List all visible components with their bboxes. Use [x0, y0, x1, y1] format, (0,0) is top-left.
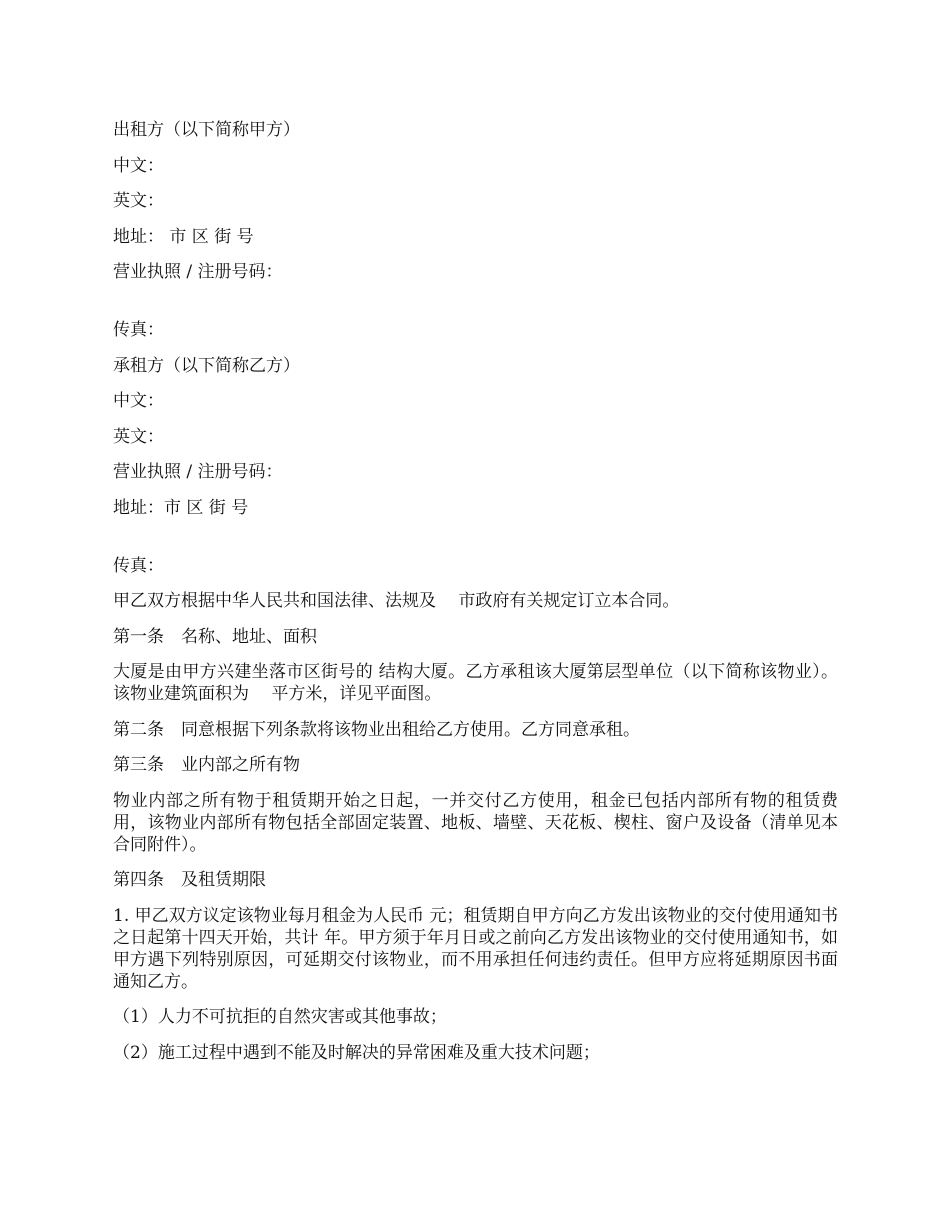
article-1-title: 第一条 名称、地址、面积 — [113, 626, 317, 647]
lessor-license: 营业执照 / 注册号码： — [113, 262, 283, 282]
lessor-heading: 出租方（以下简称甲方） — [113, 120, 300, 140]
article-1-body: 大厦是由甲方兴建坐落市区街号的 结构大厦。乙方承租该大厦第层型单位（以下简称该物业）。该物业建筑面积为 平方米，详见平面图。 — [113, 662, 838, 704]
lessee-chinese-name: 中文： — [113, 391, 164, 411]
article-4-item-1: （1）人力不可抗拒的自然灾害或其他事故； — [113, 1007, 447, 1027]
article-2-title: 第二条 同意根据下列条款将该物业出租给乙方使用。乙方同意承租。 — [113, 719, 640, 740]
article-4-item-2: （2）施工过程中遇到不能及时解决的异常困难及重大技术问题； — [113, 1042, 600, 1063]
lessor-fax: 传真： — [113, 320, 164, 340]
lessee-fax: 传真： — [113, 555, 164, 576]
lessor-chinese-name: 中文： — [113, 155, 164, 176]
article-3-title: 第三条 业内部之所有物 — [113, 755, 300, 775]
lessee-address: 地址：市 区 街 号 — [113, 497, 249, 518]
article-3-body: 物业内部之所有物于租赁期开始之日起，一并交付乙方使用，租金已包括内部所有物的租赁费用，该物业内部所有物包括全部固定装置、地板、墙壁、天花板、楔柱、窗户及设备（清单见本合同附件）。 — [113, 790, 838, 855]
contract-page — [113, 119, 838, 1077]
lessee-license: 营业执照 / 注册号码： — [113, 462, 283, 482]
article-4-title: 第四条 及租赁期限 — [113, 870, 266, 890]
contract-intro: 甲乙双方根据中华人民共和国法律、法规及 市政府有关规定订立本合同。 — [113, 591, 680, 611]
lessee-english-name: 英文： — [113, 426, 164, 447]
lessor-address: 地址： 市 区 街 号 — [113, 226, 254, 247]
lessor-english-name: 英文： — [113, 191, 164, 211]
lessee-heading: 承租方（以下简称乙方） — [113, 355, 300, 376]
article-4-body: 1. 甲乙双方议定该物业每月租金为人民币 元；租赁期自甲方向乙方发出该物业的交付使用通知书之日起第十四天开始，共计 年。甲方须于年月日或之前向乙方发出该物业的交付使用通知书，如甲方遇下列特别原因，可延期交付该物业，而不用承担任何违约责任。但甲方应将延期原因书面通知乙方。 — [113, 905, 838, 992]
